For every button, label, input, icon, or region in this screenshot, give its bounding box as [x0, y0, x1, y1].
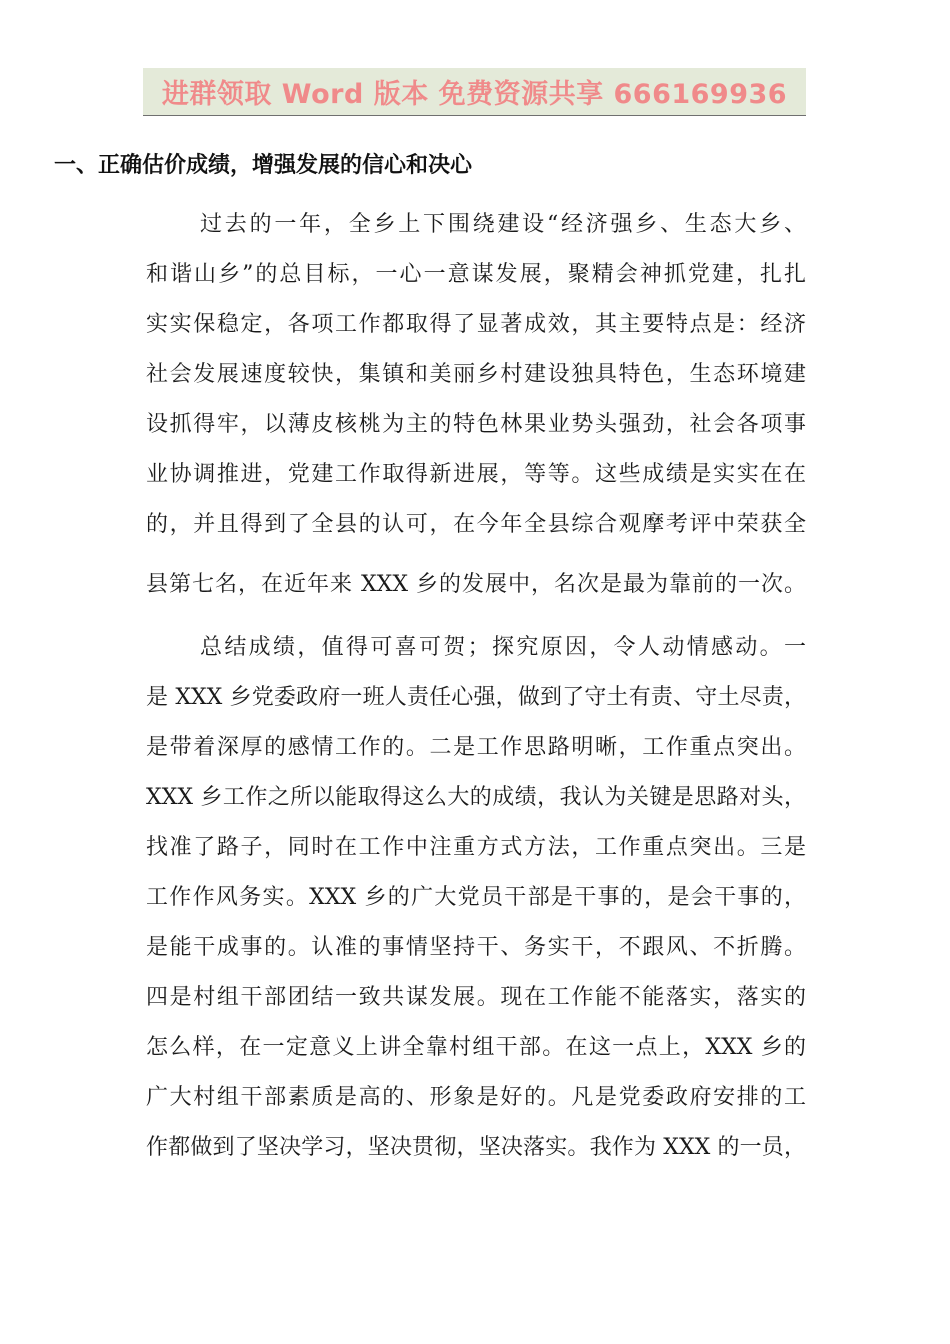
paragraph-1-line-6: 业协调推进，党建工作取得新进展，等等。这些成绩是实实在在 — [146, 462, 806, 487]
paragraph-2-line-4: XXX 乡工作之所以能取得这么大的成绩，我认为关键是思路对头， — [146, 785, 806, 810]
paragraph-2-line-5: 找准了路子，同时在工作中注重方式方法，工作重点突出。三是 — [146, 835, 806, 860]
paragraph-1-line-5: 设抓得牢，以薄皮核桃为主的特色林果业势头强劲，社会各项事 — [146, 412, 806, 437]
paragraph-1-line-8: 县第七名，在近年来 XXX 乡的发展中，名次是最为靠前的一次。 — [146, 572, 806, 597]
section-heading: 一、正确估价成绩，增强发展的信心和决心 — [54, 153, 473, 178]
paragraph-1-line-4: 社会发展速度较快，集镇和美丽乡村建设独具特色，生态环境建 — [146, 362, 806, 387]
paragraph-2-line-6: 工作作风务实。XXX 乡的广大党员干部是干事的，是会干事的， — [146, 885, 806, 910]
banner-text: 进群领取 Word 版本 免费资源共享 666169936 — [161, 79, 788, 110]
paragraph-1-line-3: 实实保稳定，各项工作都取得了显著成效，其主要特点是：经济 — [146, 312, 806, 337]
paragraph-1-line-7: 的，并且得到了全县的认可，在今年全县综合观摩考评中荣获全 — [146, 512, 806, 537]
paragraph-2-line-7: 是能干成事的。认准的事情坚持干、务实干，不跟风、不折腾。 — [146, 935, 806, 960]
paragraph-2-line-11: 作都做到了坚决学习，坚决贯彻，坚决落实。我作为 XXX 的一员， — [146, 1135, 806, 1160]
paragraph-1-line-2: 和谐山乡”的总目标，一心一意谋发展，聚精会神抓党建，扎扎 — [146, 262, 806, 287]
watermark-banner — [143, 68, 806, 116]
paragraph-2-line-10: 广大村组干部素质是高的、形象是好的。凡是党委政府安排的工 — [146, 1085, 806, 1110]
paragraph-2-line-1: 总结成绩，值得可喜可贺；探究原因，令人动情感动。一 — [200, 635, 806, 660]
paragraph-1-line-1: 过去的一年，全乡上下围绕建设“经济强乡、生态大乡、 — [200, 212, 806, 237]
paragraph-2-line-2: 是 XXX 乡党委政府一班人责任心强，做到了守土有责、守土尽责， — [146, 685, 806, 710]
paragraph-2-line-9: 怎么样，在一定意义上讲全靠村组干部。在这一点上，XXX 乡的 — [146, 1035, 806, 1060]
paragraph-2-line-8: 四是村组干部团结一致共谋发展。现在工作能不能落实，落实的 — [146, 985, 806, 1010]
paragraph-2-line-3: 是带着深厚的感情工作的。二是工作思路明晰，工作重点突出。 — [146, 735, 806, 760]
